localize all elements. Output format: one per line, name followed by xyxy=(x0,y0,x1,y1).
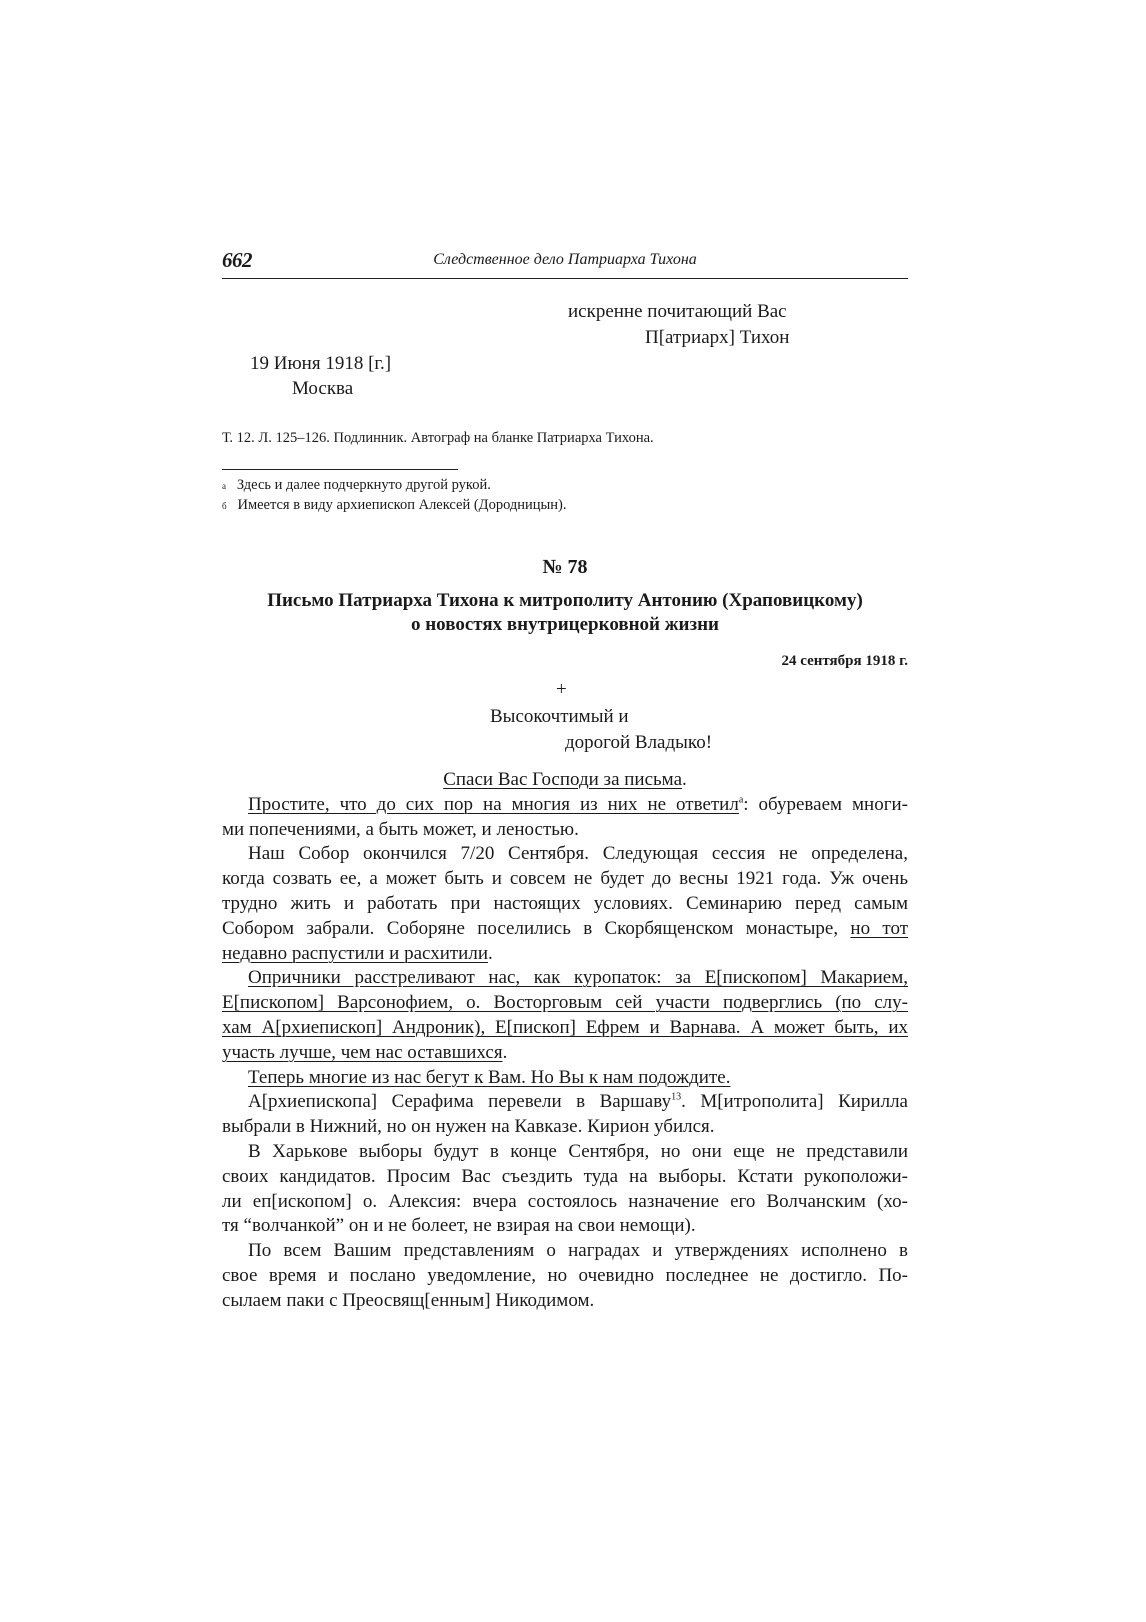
running-title: Следственное дело Патриарха Тихона xyxy=(433,251,697,268)
footnote-mark: а xyxy=(222,481,226,491)
footnote xyxy=(222,476,491,495)
text-line: Наш Собор окончился 7/20 Сентября. Следующая сессия не определена, xyxy=(248,843,908,865)
text-line: хам А[рхиепископ] Андроник), Е[пископ] Ефрем и Варнава. А может быть, их xyxy=(222,1016,908,1038)
letter-date: 19 Июня 1918 [г.] xyxy=(250,353,392,374)
text-line: В Харькове выборы будут в конце Сентября, но они еще не представили xyxy=(248,1140,908,1162)
archival-note: Т. 12. Л. 125–126. Подлинник. Автограф на бланке Патриарха Тихона. xyxy=(222,430,654,446)
document-number: № 78 xyxy=(542,556,588,578)
closing-phrase: искренне почитающий Вас xyxy=(568,301,787,322)
text-line: свое время и послано уведомление, но очевидно последнее не достигло. По- xyxy=(222,1264,908,1286)
running-header xyxy=(222,248,908,278)
document-title-line-1: Письмо Патриарха Тихона к митрополиту Антонию (Храповицкому) xyxy=(267,590,863,611)
text-line: Теперь многие из нас бегут к Вам. Но Вы к нам подождите. xyxy=(248,1066,731,1088)
footnote-text: Здесь и далее подчеркнуто другой рукой. xyxy=(236,477,491,493)
footnote-reference: а xyxy=(738,794,744,806)
text-line: трудно жить и работать при настоящих условиях. Семинарию перед самым xyxy=(222,892,908,914)
text-line: участь лучше, чем нас оставшихся. xyxy=(222,1041,508,1063)
text-line: своих кандидатов. Просим Вас съездить туда на выборы. Кстати рукоположи- xyxy=(222,1165,908,1187)
text-line: А[рхиепископа] Серафима перевели в Варшаву$^{13}$. М[итрополита] Кирилла xyxy=(248,1091,908,1113)
text-line: ли еп[ископом] о. Алексия: вчера состоялось назначение его Волчанским (хо- xyxy=(222,1190,908,1212)
text-line: Опричники расстреливают нас, как куропаток: за Е[пископом] Макарием, xyxy=(248,967,908,989)
footnote xyxy=(222,496,567,515)
footnote-reference: 13 xyxy=(671,1092,682,1104)
text-line: тя “волчанкой” он и не болеет, не взирая на свои немощи). xyxy=(222,1215,696,1237)
page-number: 662 xyxy=(222,248,252,272)
text-line: недавно распустили и расхитили. xyxy=(222,942,493,964)
text-line: Простите, что до сих пор на многия из них не ответил$^а$: обуреваем многи- xyxy=(248,793,909,815)
text-line: Спаси Вас Господи за письма. xyxy=(443,769,687,790)
text-line: выбрали в Нижний, но он нужен на Кавказе. Кирион убился. xyxy=(222,1116,715,1138)
document-title-line-2: о новостях внутрицерковной жизни xyxy=(410,614,720,635)
text-line: Е[пископом] Варсонофием, о. Восторговым сей участи подверглись (по слу- xyxy=(222,992,908,1014)
footnote-rule xyxy=(222,469,458,470)
salutation-line-2: дорогой Владыко! xyxy=(565,732,713,753)
letter-body xyxy=(222,768,908,1314)
letter-place: Москва xyxy=(292,378,354,399)
text-line: когда созвать ее, а может быть и совсем не будет до весны 1921 года. Уж очень xyxy=(222,868,908,890)
text-line: По всем Вашим представлениям о наградах и утверждениях исполнено в xyxy=(248,1240,908,1262)
text-line: Собором забрали. Соборяне поселились в Скорбященском монастыре, но тот xyxy=(222,917,908,939)
document-date: 24 сентября 1918 г. xyxy=(781,653,908,669)
footnote-mark: б xyxy=(222,501,227,511)
text-line: ми попечениями, а быть может, и леностью. xyxy=(222,818,579,840)
salutation-line-1: Высокочтимый и xyxy=(490,706,629,727)
footnote-text: Имеется в виду архиепископ Алексей (Дородницын). xyxy=(237,497,567,513)
cross-symbol: + xyxy=(556,679,567,700)
signature: П[атриарх] Тихон xyxy=(645,327,790,348)
text-line: сылаем паки с Преосвящ[енным] Никодимом. xyxy=(222,1289,595,1311)
header-rule xyxy=(222,278,908,279)
